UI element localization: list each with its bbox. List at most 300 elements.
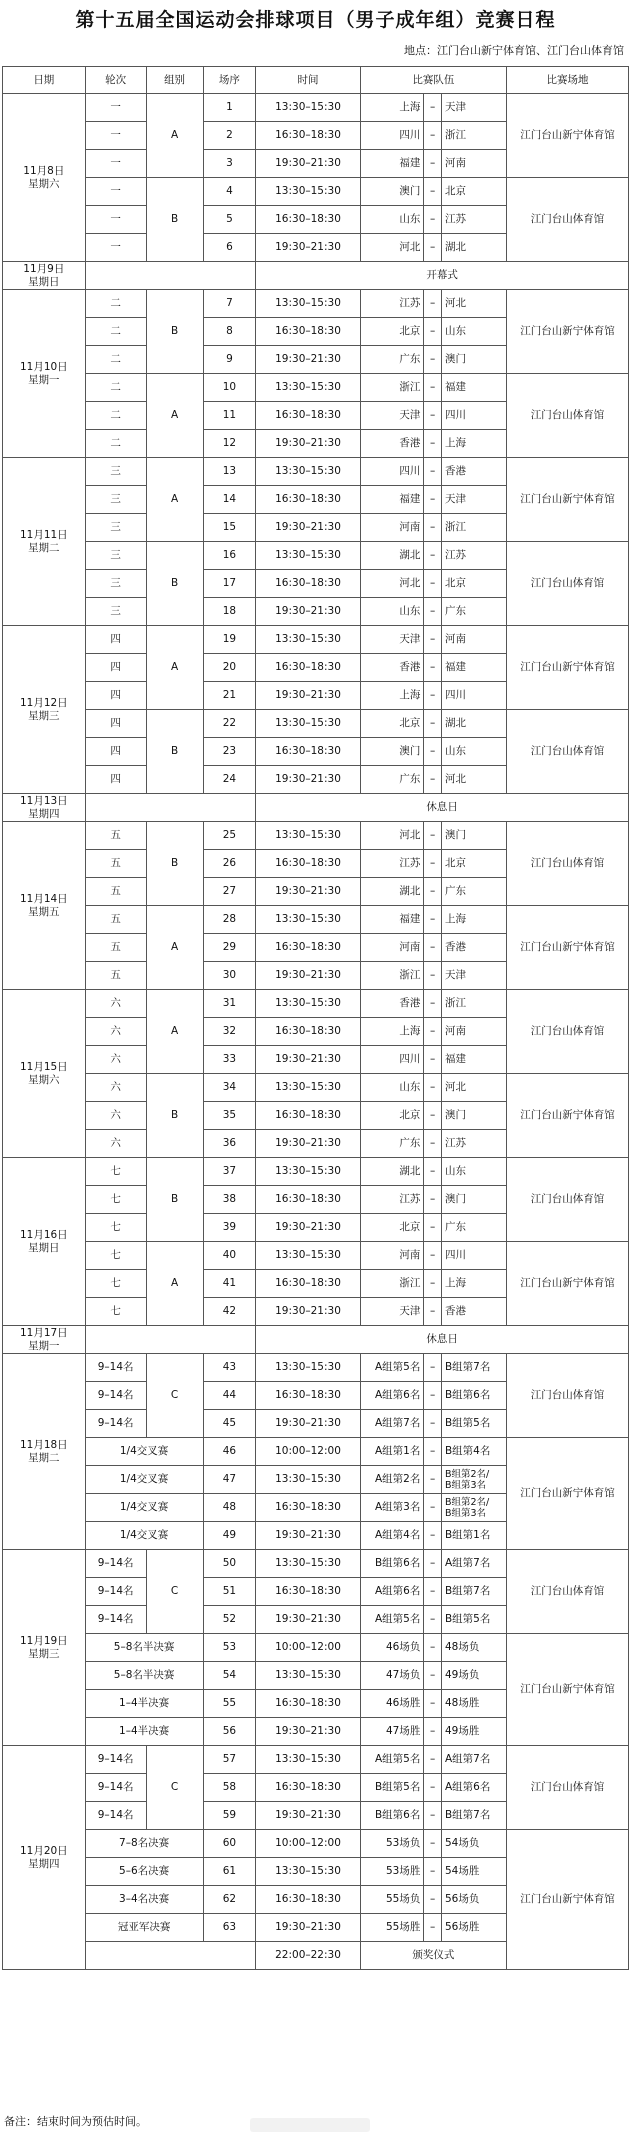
match-time: 13:30–15:30 <box>256 1550 360 1578</box>
round-cell: 1/4交叉赛 <box>85 1494 203 1522</box>
vs-dash: – <box>424 1298 442 1326</box>
match-number: 23 <box>203 738 256 766</box>
round-cell: 七 <box>85 1186 146 1214</box>
team-b: B组第6名 <box>441 1382 506 1410</box>
venue-cell: 江门台山新宁体育馆 <box>507 906 629 990</box>
match-row <box>3 1550 629 1578</box>
match-time: 16:30–18:30 <box>256 570 360 598</box>
team-b: 福建 <box>441 654 506 682</box>
team-a: 河北 <box>360 570 424 598</box>
round-cell: 四 <box>85 626 146 654</box>
date-cell: 11月10日 星期一 <box>3 290 86 458</box>
match-number: 18 <box>203 598 256 626</box>
team-b: 山东 <box>441 1158 506 1186</box>
match-time: 13:30–15:30 <box>256 822 360 850</box>
match-row <box>3 990 629 1018</box>
event-cell: 开幕式 <box>256 262 629 290</box>
venue-cell: 江门台山新宁体育馆 <box>507 626 629 710</box>
team-a: 47场负 <box>360 1662 424 1690</box>
team-a: A组第5名 <box>360 1606 424 1634</box>
match-number: 45 <box>203 1410 256 1438</box>
team-b: 江苏 <box>441 1130 506 1158</box>
team-a: A组第6名 <box>360 1382 424 1410</box>
match-number: 38 <box>203 1186 256 1214</box>
match-time: 16:30–18:30 <box>256 402 360 430</box>
group-cell: B <box>146 822 203 906</box>
vs-dash: – <box>424 598 442 626</box>
match-number: 5 <box>203 206 256 234</box>
date-cell: 11月13日 星期四 <box>3 794 86 822</box>
vs-dash: – <box>424 1914 442 1942</box>
team-a: 53场负 <box>360 1830 424 1858</box>
round-cell: 9–14名 <box>85 1606 146 1634</box>
special-row <box>3 262 629 290</box>
match-number: 61 <box>203 1858 256 1886</box>
group-cell: C <box>146 1550 203 1634</box>
vs-dash: – <box>424 1774 442 1802</box>
match-time: 19:30–21:30 <box>256 682 360 710</box>
match-time: 16:30–18:30 <box>256 1270 360 1298</box>
round-cell: 六 <box>85 1046 146 1074</box>
match-number: 9 <box>203 346 256 374</box>
match-time: 13:30–15:30 <box>256 1746 360 1774</box>
vs-dash: – <box>424 1046 442 1074</box>
vs-dash: – <box>424 738 442 766</box>
empty-cell <box>85 262 256 290</box>
team-b: 江苏 <box>441 542 506 570</box>
round-cell: 六 <box>85 1102 146 1130</box>
vs-dash: – <box>424 850 442 878</box>
match-number: 30 <box>203 962 256 990</box>
match-time: 13:30–15:30 <box>256 458 360 486</box>
match-row <box>3 1634 629 1662</box>
team-a: 北京 <box>360 318 424 346</box>
match-row <box>3 178 629 206</box>
round-cell: 四 <box>85 710 146 738</box>
round-cell: 四 <box>85 766 146 794</box>
match-number: 10 <box>203 374 256 402</box>
team-a: A组第1名 <box>360 1438 424 1466</box>
date-cell: 11月17日 星期一 <box>3 1326 86 1354</box>
team-b: A组第7名 <box>441 1746 506 1774</box>
vs-dash: – <box>424 290 442 318</box>
venue-cell: 江门台山新宁体育馆 <box>507 1242 629 1326</box>
round-cell: 一 <box>85 122 146 150</box>
vs-dash: – <box>424 1858 442 1886</box>
header-group: 组别 <box>146 67 203 94</box>
venue-cell: 江门台山体育馆 <box>507 1550 629 1634</box>
round-cell: 9–14名 <box>85 1746 146 1774</box>
vs-dash: – <box>424 1354 442 1382</box>
vs-dash: – <box>424 570 442 598</box>
group-cell: A <box>146 458 203 542</box>
team-a: 浙江 <box>360 374 424 402</box>
vs-dash: – <box>424 626 442 654</box>
round-cell: 三 <box>85 542 146 570</box>
match-number: 57 <box>203 1746 256 1774</box>
match-number: 24 <box>203 766 256 794</box>
team-a: 香港 <box>360 430 424 458</box>
team-a: 湖北 <box>360 1158 424 1186</box>
match-time: 13:30–15:30 <box>256 1466 360 1494</box>
watermark <box>250 2118 370 2132</box>
vs-dash: – <box>424 94 442 122</box>
vs-dash: – <box>424 654 442 682</box>
round-cell: 四 <box>85 682 146 710</box>
special-row <box>3 794 629 822</box>
team-b: 54场胜 <box>441 1858 506 1886</box>
venue-cell: 江门台山新宁体育馆 <box>507 1074 629 1158</box>
team-a: 香港 <box>360 654 424 682</box>
venue-cell: 江门台山体育馆 <box>507 822 629 906</box>
round-cell: 七 <box>85 1158 146 1186</box>
team-b: 48场负 <box>441 1634 506 1662</box>
round-cell: 二 <box>85 402 146 430</box>
vs-dash: – <box>424 1494 442 1522</box>
team-a: 上海 <box>360 94 424 122</box>
vs-dash: – <box>424 514 442 542</box>
team-b: 56场胜 <box>441 1914 506 1942</box>
team-a: 北京 <box>360 1214 424 1242</box>
vs-dash: – <box>424 766 442 794</box>
team-b: 香港 <box>441 458 506 486</box>
round-cell: 9–14名 <box>85 1802 146 1830</box>
venue-cell: 江门台山体育馆 <box>507 710 629 794</box>
team-b: B组第5名 <box>441 1410 506 1438</box>
match-row <box>3 1354 629 1382</box>
match-number: 34 <box>203 1074 256 1102</box>
match-time: 13:30–15:30 <box>256 906 360 934</box>
header-row <box>3 67 629 94</box>
venue-cell: 江门台山新宁体育馆 <box>507 458 629 542</box>
vs-dash: – <box>424 150 442 178</box>
venue-cell: 江门台山新宁体育馆 <box>507 1634 629 1746</box>
team-b: B组第7名 <box>441 1802 506 1830</box>
team-b: 浙江 <box>441 990 506 1018</box>
group-cell: C <box>146 1354 203 1438</box>
match-number: 37 <box>203 1158 256 1186</box>
match-number: 1 <box>203 94 256 122</box>
match-time: 16:30–18:30 <box>256 1690 360 1718</box>
match-row <box>3 1830 629 1858</box>
venue-cell: 江门台山新宁体育馆 <box>507 290 629 374</box>
match-number: 58 <box>203 1774 256 1802</box>
match-time: 19:30–21:30 <box>256 346 360 374</box>
match-number: 19 <box>203 626 256 654</box>
team-b: 北京 <box>441 178 506 206</box>
match-time: 16:30–18:30 <box>256 934 360 962</box>
round-cell: 9–14名 <box>85 1578 146 1606</box>
match-time: 13:30–15:30 <box>256 1158 360 1186</box>
team-a: 浙江 <box>360 1270 424 1298</box>
date-cell: 11月18日 星期二 <box>3 1354 86 1550</box>
match-number: 44 <box>203 1382 256 1410</box>
vs-dash: – <box>424 1746 442 1774</box>
match-number: 51 <box>203 1578 256 1606</box>
team-a: A组第2名 <box>360 1466 424 1494</box>
round-cell: 二 <box>85 374 146 402</box>
footnote: 备注：结束时间为预估时间。 <box>4 2115 147 2128</box>
team-b: 澳门 <box>441 1102 506 1130</box>
match-time: 19:30–21:30 <box>256 962 360 990</box>
group-cell: C <box>146 1746 203 1830</box>
match-time: 10:00–12:00 <box>256 1634 360 1662</box>
team-b: 河南 <box>441 626 506 654</box>
round-cell: 一 <box>85 94 146 122</box>
match-number: 53 <box>203 1634 256 1662</box>
round-cell: 二 <box>85 430 146 458</box>
venue-cell: 江门台山体育馆 <box>507 1158 629 1242</box>
team-b: 香港 <box>441 1298 506 1326</box>
vs-dash: – <box>424 962 442 990</box>
match-number: 35 <box>203 1102 256 1130</box>
vs-dash: – <box>424 458 442 486</box>
vs-dash: – <box>424 1186 442 1214</box>
team-b: A组第7名 <box>441 1550 506 1578</box>
team-b: 上海 <box>441 906 506 934</box>
venue-cell: 江门台山体育馆 <box>507 1354 629 1438</box>
team-b: 54场负 <box>441 1830 506 1858</box>
header-time: 时间 <box>256 67 360 94</box>
match-time: 19:30–21:30 <box>256 1046 360 1074</box>
team-a: 广东 <box>360 1130 424 1158</box>
match-number: 50 <box>203 1550 256 1578</box>
match-time: 19:30–21:30 <box>256 1802 360 1830</box>
team-a: 河南 <box>360 1242 424 1270</box>
group-cell: A <box>146 990 203 1074</box>
date-cell: 11月20日 星期四 <box>3 1746 86 1970</box>
match-number: 52 <box>203 1606 256 1634</box>
page-title: 第十五届全国运动会排球项目（男子成年组）竞赛日程 <box>75 9 556 31</box>
venue-cell: 江门台山新宁体育馆 <box>507 1438 629 1550</box>
match-row <box>3 1438 629 1466</box>
team-b: 山东 <box>441 738 506 766</box>
match-number: 11 <box>203 402 256 430</box>
team-a: 上海 <box>360 682 424 710</box>
vs-dash: – <box>424 402 442 430</box>
match-row <box>3 710 629 738</box>
round-cell: 一 <box>85 234 146 262</box>
match-number: 49 <box>203 1522 256 1550</box>
team-a: 福建 <box>360 906 424 934</box>
vs-dash: – <box>424 1522 442 1550</box>
vs-dash: – <box>424 542 442 570</box>
vs-dash: – <box>424 1578 442 1606</box>
team-b: 上海 <box>441 1270 506 1298</box>
header-venue: 比赛场地 <box>507 67 629 94</box>
special-row <box>3 1326 629 1354</box>
team-a: A组第4名 <box>360 1522 424 1550</box>
match-row <box>3 290 629 318</box>
team-b: B组第5名 <box>441 1606 506 1634</box>
team-a: 河北 <box>360 234 424 262</box>
team-b: 河北 <box>441 1074 506 1102</box>
match-row <box>3 626 629 654</box>
match-number: 6 <box>203 234 256 262</box>
match-time: 13:30–15:30 <box>256 1662 360 1690</box>
vs-dash: – <box>424 1466 442 1494</box>
team-b: 广东 <box>441 878 506 906</box>
schedule-body <box>3 94 629 1970</box>
match-time: 16:30–18:30 <box>256 1018 360 1046</box>
match-row <box>3 906 629 934</box>
team-b: 澳门 <box>441 822 506 850</box>
team-a: 澳门 <box>360 178 424 206</box>
match-number: 2 <box>203 122 256 150</box>
team-b: 北京 <box>441 570 506 598</box>
match-time: 13:30–15:30 <box>256 1074 360 1102</box>
match-time: 13:30–15:30 <box>256 710 360 738</box>
round-cell: 1/4交叉赛 <box>85 1466 203 1494</box>
team-b: 49场胜 <box>441 1718 506 1746</box>
match-number: 42 <box>203 1298 256 1326</box>
team-a: 香港 <box>360 990 424 1018</box>
match-number: 43 <box>203 1354 256 1382</box>
date-cell: 11月9日 星期日 <box>3 262 86 290</box>
match-number: 32 <box>203 1018 256 1046</box>
group-cell: B <box>146 710 203 794</box>
match-number: 27 <box>203 878 256 906</box>
venue-cell: 江门台山新宁体育馆 <box>507 1830 629 1970</box>
match-time: 16:30–18:30 <box>256 1578 360 1606</box>
team-b: 广东 <box>441 1214 506 1242</box>
match-number: 13 <box>203 458 256 486</box>
team-a: 浙江 <box>360 962 424 990</box>
team-a: 广东 <box>360 766 424 794</box>
team-b: 56场负 <box>441 1886 506 1914</box>
date-cell: 11月14日 星期五 <box>3 822 86 990</box>
match-number: 28 <box>203 906 256 934</box>
match-time: 16:30–18:30 <box>256 654 360 682</box>
match-time: 16:30–18:30 <box>256 122 360 150</box>
team-b: 四川 <box>441 402 506 430</box>
team-b: 天津 <box>441 94 506 122</box>
team-a: 福建 <box>360 150 424 178</box>
match-time: 19:30–21:30 <box>256 1298 360 1326</box>
match-number: 62 <box>203 1886 256 1914</box>
venue-line: 地点：江门台山新宁体育馆、江门台山体育馆 <box>404 44 624 57</box>
team-a: A组第5名 <box>360 1746 424 1774</box>
match-time: 10:00–12:00 <box>256 1438 360 1466</box>
match-row <box>3 1242 629 1270</box>
team-a: 湖北 <box>360 878 424 906</box>
team-a: 江苏 <box>360 290 424 318</box>
schedule-table <box>2 66 629 1970</box>
group-cell: B <box>146 290 203 374</box>
round-cell: 1/4交叉赛 <box>85 1438 203 1466</box>
team-a: 澳门 <box>360 738 424 766</box>
vs-dash: – <box>424 1158 442 1186</box>
team-a: 53场胜 <box>360 1858 424 1886</box>
team-b: 浙江 <box>441 122 506 150</box>
vs-dash: – <box>424 1606 442 1634</box>
match-number: 21 <box>203 682 256 710</box>
round-cell: 9–14名 <box>85 1550 146 1578</box>
date-cell: 11月19日 星期三 <box>3 1550 86 1746</box>
match-number: 17 <box>203 570 256 598</box>
team-a: B组第5名 <box>360 1774 424 1802</box>
round-cell: 三 <box>85 514 146 542</box>
vs-dash: – <box>424 1438 442 1466</box>
round-cell: 三 <box>85 570 146 598</box>
vs-dash: – <box>424 486 442 514</box>
team-a: 47场胜 <box>360 1718 424 1746</box>
team-a: 广东 <box>360 346 424 374</box>
team-b: B组第1名 <box>441 1522 506 1550</box>
match-number: 41 <box>203 1270 256 1298</box>
team-b: B组第2名/ B组第3名 <box>441 1494 506 1522</box>
group-cell: A <box>146 374 203 458</box>
team-a: 四川 <box>360 1046 424 1074</box>
match-time: 16:30–18:30 <box>256 1494 360 1522</box>
date-cell: 11月16日 星期日 <box>3 1158 86 1326</box>
team-b: 湖北 <box>441 234 506 262</box>
round-cell: 5–8名半决赛 <box>85 1634 203 1662</box>
match-number: 48 <box>203 1494 256 1522</box>
date-cell: 11月11日 星期二 <box>3 458 86 626</box>
group-cell: A <box>146 626 203 710</box>
match-time: 16:30–18:30 <box>256 486 360 514</box>
round-cell: 二 <box>85 290 146 318</box>
match-time: 16:30–18:30 <box>256 1382 360 1410</box>
vs-dash: – <box>424 1886 442 1914</box>
team-a: 河北 <box>360 822 424 850</box>
match-number: 54 <box>203 1662 256 1690</box>
group-cell: A <box>146 94 203 178</box>
match-time: 13:30–15:30 <box>256 626 360 654</box>
team-a: A组第3名 <box>360 1494 424 1522</box>
empty-cell <box>85 1942 256 1970</box>
team-a: 湖北 <box>360 542 424 570</box>
match-number: 14 <box>203 486 256 514</box>
team-a: 河南 <box>360 934 424 962</box>
vs-dash: – <box>424 878 442 906</box>
team-b: 江苏 <box>441 206 506 234</box>
team-b: 澳门 <box>441 1186 506 1214</box>
team-a: 四川 <box>360 458 424 486</box>
team-b: 福建 <box>441 374 506 402</box>
match-number: 40 <box>203 1242 256 1270</box>
team-b: 河南 <box>441 150 506 178</box>
round-cell: 一 <box>85 150 146 178</box>
match-row <box>3 1074 629 1102</box>
round-cell: 9–14名 <box>85 1410 146 1438</box>
header-match: 场序 <box>203 67 256 94</box>
vs-dash: – <box>424 1382 442 1410</box>
team-b: 山东 <box>441 318 506 346</box>
vs-dash: – <box>424 318 442 346</box>
team-b: 四川 <box>441 682 506 710</box>
match-time: 16:30–18:30 <box>256 850 360 878</box>
match-time: 19:30–21:30 <box>256 1214 360 1242</box>
match-number: 12 <box>203 430 256 458</box>
match-time: 19:30–21:30 <box>256 878 360 906</box>
match-time: 19:30–21:30 <box>256 1522 360 1550</box>
match-number: 56 <box>203 1718 256 1746</box>
team-b: 49场负 <box>441 1662 506 1690</box>
vs-dash: – <box>424 1270 442 1298</box>
vs-dash: – <box>424 374 442 402</box>
match-number: 7 <box>203 290 256 318</box>
date-cell: 11月8日 星期六 <box>3 94 86 262</box>
team-a: 山东 <box>360 206 424 234</box>
round-cell: 五 <box>85 934 146 962</box>
match-time: 19:30–21:30 <box>256 234 360 262</box>
team-b: A组第6名 <box>441 1774 506 1802</box>
vs-dash: – <box>424 1634 442 1662</box>
team-a: 天津 <box>360 1298 424 1326</box>
match-number: 16 <box>203 542 256 570</box>
